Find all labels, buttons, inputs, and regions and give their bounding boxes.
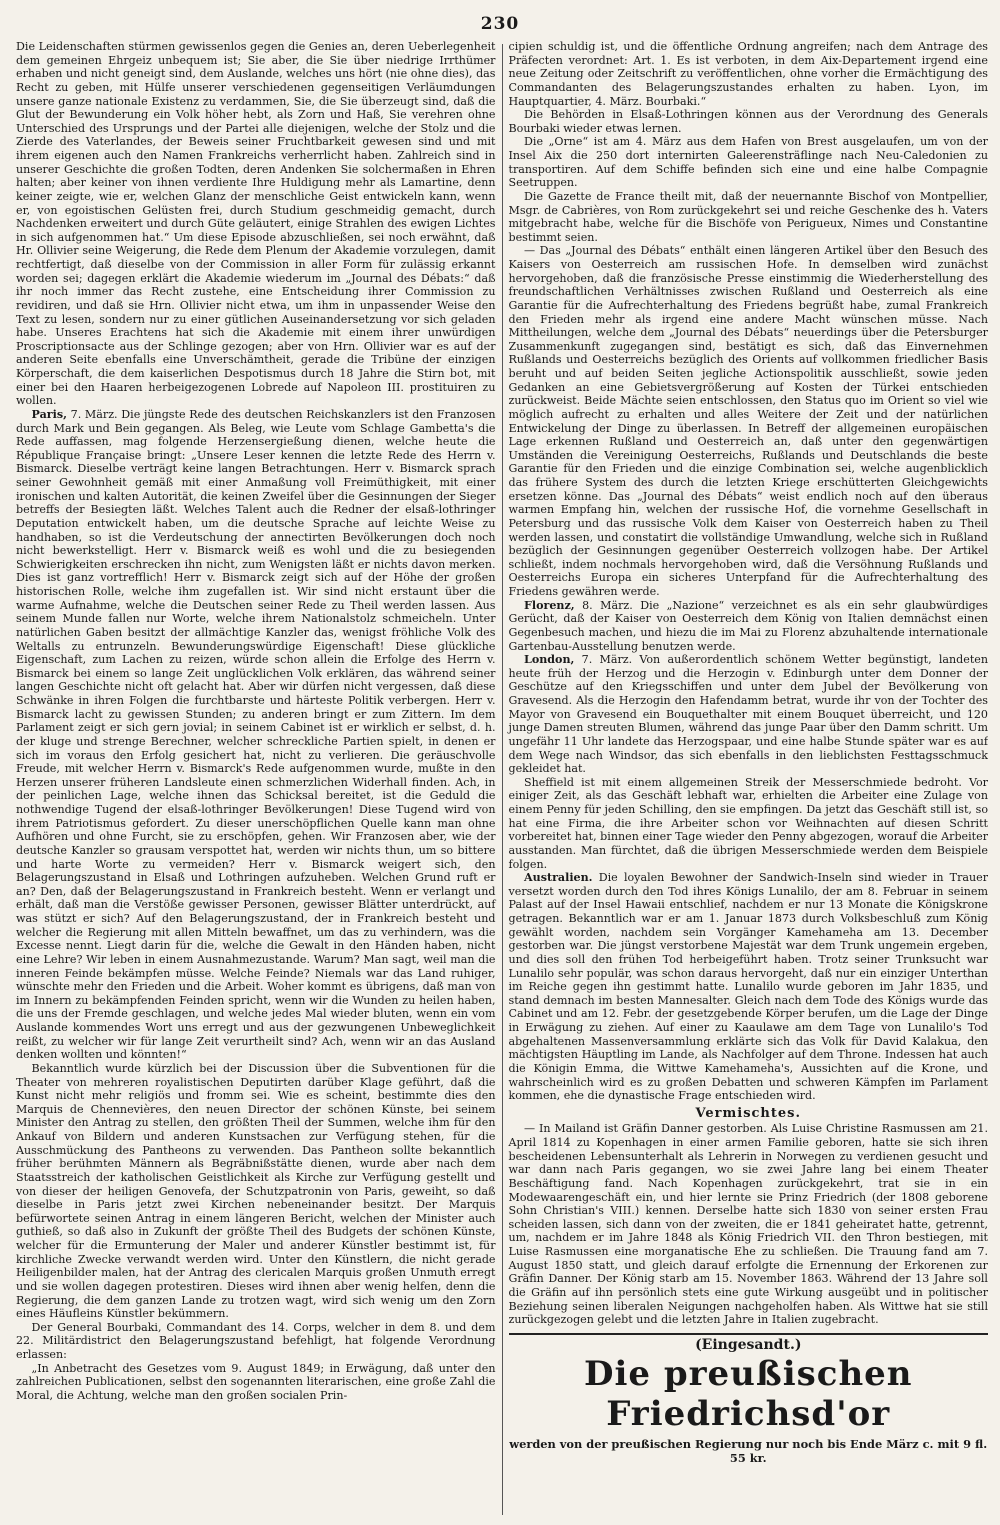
- article-paragraph: Sheffield ist mit einem allgemeinen Streik der Messerschmiede bedroht. Vor einiger Zeit, als das Geschäft lebhaft war, erhielten die Arbeiter eine Zulage von einem Penny für jeden Schilling, den sie empfingen. Da jetzt das Geschäft still ist, so hat eine Firma, die ihre Arbeiter schon vor Weihnachten auf diesen Schritt vorbereitet hat, binnen einer Tage wieder den Penny abgezogen, worauf die Arbeiter ausstanden. Man fürchtet, daß die übrigen Messerschmiede werden dem Beispiele folgen.: [508, 775, 988, 871]
- article-text: 7. März. Die jüngste Rede des deutschen Reichskanzlers ist den Franzosen durch Mark und Bein gegangen. Als Beleg, wie Leute vom Schlage Gambetta's die Rede auffassen, mag folgende Herzensergießung dienen, welche heute die République Française bringt: „Unsere Leser kennen die letzte Rede des Herrn v. Bismarck. Dieselbe verträgt keine langen Betrachtungen. Herr v. Bismarck sprach seiner Gewohnheit gemäß mit einer Anmaßung voll Freimüthigkeit, mit einer ironischen und kalten Autorität, die keinen Zweifel über die Gesinnungen der Sieger betreffs der Besiegten läßt. Welches Talent auch die Redner der elsaß-lothringer Deputation entwickelt haben, um die deutsche Sprache auf leichte Weise zu handhaben, so ist die Verdeutschung der annectirten Bevölkerungen doch noch nicht bewerkstelligt. Herr v. Bismarck weiß es wohl und die zu besiegenden Schwierigkeiten erschrecken ihn nicht, zum Wenigsten läßt er nichts davon merken. Dies ist ganz vortrefflich! Herr v. Bismarck zeigt sich auf der Höhe der großen historischen Rolle, welche ihm zugefallen ist. Wir sind nicht erstaunt über die warme Aufnahme, welche die Deutschen seiner Rede zu Theil werden lassen. Aus seinem Munde fallen nur Worte, welche ihrem Nationalstolz schmeicheln. Unter natürlichen Gaben besitzt der allmächtige Kanzler das, wenigst fröhliche Volk des Weltalls zu entrunzeln. Bewunderungswürdige Eigenschaft! Diese glückliche Eigenschaft, zum Lachen zu reizen, würde schon allein die Erfolge des Herrn v. Bismarck bei einem so lange Zeit unglücklichen Volk erklären, das während seiner langen Geschichte nicht oft gelacht hat. Aber wir dürfen nicht vergessen, daß diese Schwänke in ihren Folgen die furchtbarste und härteste Politik verbergen. Herr v. Bismarck lacht zu gewissen Stunden; zu anderen bringt er zum Zittern. Im dem Parlament zeigt er sich gern jovial; in seinem Cabinet ist er wirklich er selbst, d. h. der kluge und strenge Berechner, welcher schreckliche Partien spielt, in denen er sich im voraus den Erfolg gesichert hat, nicht zu verlieren. Die geräuschvolle Freude, mit welcher Herrn v. Bismarck's Rede aufgenommen wurde, mußte in den Herzen unserer früheren Landsleute einen schmerzlichen Widerhall finden. Ach, in der peinlichen Lage, welche ihnen das Schicksal bereitet, ist die Geduld die nothwendige Tugend der elsaß-lothringer Bevölkerungen! Diese Tugend wird von ihrem Patriotismus gefordert. Zu dieser unerschöpflichen Quelle kann man ohne Aufhören und ohne Furcht, sie zu erschöpfen, gehen. Wir Franzosen aber, wie der deutsche Kanzler so grausam verspottet hat, werden wir nichts thun, um so bittere und harte Worte zu vermeiden? Herr v. Bismarck weigert sich, den Belagerungszustand in Elsaß und Lothringen aufzuheben. Welchen Grund ruft er an? Den, daß der Belagerungszustand in Frankreich besteht. Wenn er verlangt und erhält, daß man die Verstöße gewisser Personen, gewisser Blätter unterdrückt, auf was stützt er sich? Auf den Belagerungszustand, der in Frankreich besteht und welcher die Regierung mit allen Mitteln bewaffnet, um das zu verhindern, was die Excesse nennt. Liegt darin für die, welche die Gewalt in den Händen haben, nicht eine Lehre? Wir leben in einem Ausnahmezustande. Warum? Man sagt, weil man die inneren Feinde bekämpfen müsse. Welche Feinde? Niemals war das Land ruhiger, wünschte mehr den Frieden und die Arbeit. Woher kommt es übrigens, daß man von im Innern zu bekämpfenden Feinden spricht, wenn wir die Wunden zu heilen haben, die uns der Fremde geschlagen, und welche jedes Mal wieder bluten, wenn ein vom Auslande kommendes Wort uns erregt und aus der gezwungenen Unbeweglichkeit reißt, zu welcher wir für lange Zeit verurtheilt sind? Ach, wenn wir an das Ausland denken wollten und könnten!“: [16, 407, 496, 1062]
- dateline: Australien.: [524, 871, 593, 885]
- article-paragraph: Die „Orne“ ist am 4. März aus dem Hafen von Brest ausgelaufen, um von der Insel Aix die 250 dort internirten Galeerensträflinge nach Neu-Caledonien zu transportiren. Auf dem Schiffe befinden sich eine und eine halbe Compagnie Seetruppen.: [508, 135, 988, 190]
- article-paragraph: [509, 871, 989, 1103]
- advertisement-text: werden von der preußischen Regierung nur noch bis Ende März c. mit 9 fl. 55 kr.: [509, 1437, 988, 1465]
- article-paragraph: [509, 599, 989, 654]
- columns: [16, 40, 988, 1515]
- article-paragraph: — Das „Journal des Débats“ enthält einen längeren Artikel über den Besuch des Kaisers von Oesterreich am russischen Hofe. In demselben wird zunächst hervorgehoben, daß die französische Presse einstimmig die Wiederherstellung des freundschaftlichen Verhältnisses zwischen Rußland und Oesterreich als eine Garantie für die Aufrechterhaltung des Friedens begrüßt habe, zumal Frankreich den Frieden mehr als irgend eine andere Macht wünschen müsse. Nach Mittheilungen, welche dem „Journal des Débats“ neuerdings über die Petersburger Zusammenkunft zugegangen sind, bestätigt es sich, daß das Einvernehmen Rußlands und Oesterreichs bezüglich des Orients auf vollkommen friedlicher Basis beruht und auf beiden Seiten jegliche Actionspolitik ausschließt, sowie jeden Gedanken an eine Gebietsvergrößerung auf Kosten der Türkei entschieden zurückweist. Beide Mächte seien entschlossen, den Status quo im Orient so viel wie möglich aufrecht zu erhalten und alles Weitere der Zeit und der natürlichen Entwickelung der Dinge zu überlassen. In Betreff der allgemeinen europäischen Lage erkennen Rußland und Oesterreich an, daß unter den gegenwärtigen Umständen die Vereinigung Oesterreichs, Rußlands und Deutschlands die beste Garantie für den Frieden und die einzige Combination sei, welche augenblicklich das frühere System des durch die letzten Kriege erschütterten Gleichgewichts ersetzen könne. Das „Journal des Débats“ weist endlich noch auf den überaus warmen Empfang hin, welchen der russische Hof, die vornehme Gesellschaft in Petersburg und das russische Volk dem Kaiser von Oesterreich haben zu Theil werden lassen, und constatirt die vollständige Umwandlung, welche sich in Rußland bezüglich der Gesinnungen gegenüber Oesterreich vollzogen habe. Der Artikel schließt, indem nochmals hervorgehoben wird, daß die Versöhnung Rußlands und Oesterreichs Europa ein sicheres Unterpfand für die Aufrechterhaltung des Friedens gewähren werde.: [508, 244, 988, 598]
- article-paragraph: Die Gazette de France theilt mit, daß der neuernannte Bischof von Montpellier, Msgr. de Cabrières, von Rom zurückgekehrt sei und reiche Geschenke des h. Vaters mitgebracht habe, welche für die Bischöfe von Perigueux, Nimes und Constantine bestimmt seien.: [508, 189, 988, 244]
- section-heading: Vermischtes.: [695, 1105, 801, 1121]
- article-paragraph: Der General Bourbaki, Commandant des 14. Corps, welcher in dem 8. und dem 22. Militärdistrict den Belagerungszustand befehligt, hat folgende Verordnung erlassen:: [16, 1320, 496, 1361]
- submitted-label: (Eingesandt.): [695, 1336, 802, 1353]
- right-column: [503, 40, 989, 1515]
- article-text: 7. März. Von außerordentlich schönem Wetter begünstigt, landeten heute früh der Herzog und die Herzogin v. Edinburgh unter dem Donner der Geschütze auf den Kriegsschiffen und unter dem Jubel der Bevölkerung von Gravesend. Als die Herzogin den Hafendamm betrat, wurde ihr von der Tochter des Mayor von Gravesend ein Bouquethalter mit einem Bouquet überreicht, und 120 junge Damen streuten Blumen, während das junge Paar über den Damm schritt. Um ungefähr 11 Uhr landete das Herzogspaar, und eine halbe Stunde später war es auf dem Wege nach Windsor, das sich ebenfalls in den lieblichsten Festtagsschmuck gekleidet hat.: [508, 653, 988, 776]
- article-paragraph: cipien schuldig ist, und die öffentliche Ordnung angreifen; nach dem Antrage des Präfecten verordnet: Art. 1. Es ist verboten, in dem Aix-Departement irgend eine neue Zeitung oder Zeitschrift zu veröffentlichen, ohne vorher die Ermächtigung des Commandanten des Belagerungszustandes erhalten zu haben. Lyon, im Hauptquartier, 4. März. Bourbaki.“: [508, 40, 988, 108]
- article-paragraph: [16, 408, 496, 1062]
- advertisement-title: Die preußischen Friedrichsd'or: [583, 1354, 913, 1435]
- article-text: Die loyalen Bewohner der Sandwich-Inseln sind wieder in Trauer versetzt worden durch den Tod ihres Königs Lunalilo, der am 8. Februar in seinem Palast auf der Insel Hawaii entschlief, nachdem er nur 13 Monate die Königskrone getragen. Bekanntlich war er am 1. Januar 1873 durch Volksbeschluß zum König gewählt worden, nachdem sein Vorgänger Kamehameha am 13. December gestorben war. Die jüngst verstorbene Majestät war dem Trunk ungemein ergeben, und dies soll den frühen Tod herbeigeführt haben. Trotz seiner Trunksucht war Lunalilo sehr populär, was schon daraus hervorgeht, daß nur ein einziger Unterthan im Reiche gegen ihn gestimmt hatte. Lunalilo wurde geboren im Jahr 1835, und stand demnach im besten Mannesalter. Gleich nach dem Tode des Königs wurde das Cabinet und am 12. Febr. der gesetzgebende Körper berufen, um die Lage der Dinge in Erwägung zu ziehen. Auf einer zu Kaaulawe am dem Tage von Lunalilo's Tod abgehaltenen Massenversammlung erklärte sich das Volk für David Kalakua, den mächtigsten Häuptling im Lande, als Nachfolger auf dem Throne. Indessen hat auch die Königin Emma, die Wittwe Kamehameha's, Aussichten auf die Krone, und wahrscheinlich wird es zu großen Debatten und schweren Kämpfen im Parlament kommen, ehe die dynastische Frage entschieden wird.: [508, 871, 988, 1103]
- article-paragraph: — In Mailand ist Gräfin Danner gestorben. Als Luise Christine Rasmussen am 21. April 1814 zu Kopenhagen in einer armen Familie geboren, hatte sie sich ihren bescheidenen Lebensunterhalt als Lehrerin in Norwegen zu verdienen gesucht und war dann nach Paris gegangen, wo sie zwei Jahre lang bei einem Theater Beschäftigung fand. Nach Kopenhagen zurückgekehrt, trat sie in ein Modewaarengeschäft ein, und hier lernte sie Prinz Friedrich (der 1808 geborene Sohn Christian's VIII.) kennen. Derselbe hatte sich 1830 von seiner ersten Frau scheiden lassen, sich dann von der zweiten, die er 1841 geheiratet hatte, getrennt, um, nachdem er im Jahre 1848 als König Friedrich VII. den Thron bestiegen, mit Luise Rasmussen eine morganatische Ehe zu schließen. Die Trauung fand am 7. August 1850 statt, und gleich darauf erfolgte die Ernennung der Erkorenen zur Gräfin Danner. Der König starb am 15. November 1863. Während der 13 Jahre soll die Gräfin auf ihn persönlich stets eine gute Wirkung ausgeübt und in politischer Beziehung seinen liberalen Neigungen nachgeholfen haben. Als Wittwe hat sie still zurückgezogen gelebt und die letzten Jahre in Italien zugebracht.: [508, 1122, 988, 1327]
- dateline: London,: [524, 653, 575, 667]
- article-paragraph: Die Behörden in Elsaß-Lothringen können aus der Verordnung des Generals Bourbaki wieder etwas lernen.: [508, 108, 988, 135]
- article-paragraph: Die Leidenschaften stürmen gewissenlos gegen die Genies an, deren Ueberlegenheit dem gemeinen Ehrgeiz unbequem ist; Sie aber, die Sie über niedrige Irrthümer erhaben und nicht geneigt sind, dem Auslande, welches uns hört (nie ohne dies), das Recht zu geben, mit Hülfe unserer verschiedenen gegenseitigen Verläumdungen unsere ganze nationale Existenz zu verdammen, Sie, die Sie überzeugt sind, daß die Glut der Bewunderung ein Volk höher hebt, als Zorn und Haß, Sie verehren ohne Unterschied des Ursprungs und der Partei alle diejenigen, welche der Stolz und die Zierde des Vaterlandes, der Beweis seiner Fruchtbarkeit gewesen sind und mit ihrem eigenen auch den Namen Frankreichs verherrlicht haben. Zahlreich sind in unserer Geschichte die großen Todten, deren Andenken Sie solchermaßen in Ehren halten; aber keiner von ihnen verdiente Ihre Huldigung mehr als Lamartine, denn keiner zeigte, wie er, welchen Glanz der menschliche Geist entwickeln kann, wenn er, von egoistischen Gelüsten frei, durch Studium geschmeidig gemacht, durch Nachdenken erweitert und durch Güte geläutert, einige Strahlen des ewigen Lichtes in sich aufgenommen hat.“ Um diese Episode abzuschließen, sei noch erwähnt, daß Hr. Ollivier seine Weigerung, die Rede dem Plenum der Akademie vorzulegen, damit rechtfertigt, daß dieselbe von der Commission in aller Form für zulässig erkannt worden sei; dagegen erklärt die Akademie wiederum im „Journal des Débats:“ daß ihr noch immer das Recht zustehe, eine Entscheidung ihrer Commission zu revidiren, und daß sie Hrn. Ollivier nicht etwa, um ihm in unpassender Weise den Text zu lesen, sondern nur zu einer gütlichen Auseinandersetzung vor sich geladen habe. Unseres Erachtens hat sich die Akademie mit einem ihrer unwürdigen Proscriptionsacte aus der Schlinge gezogen; aber von Hrn. Ollivier war es auf der anderen Seite ebenfalls eine Unverschämtheit, gerade die Tribüne der einzigen Körperschaft, die dem kaiserlichen Despotismus durch 18 Jahre die Stirn bot, mit einer bei den Haaren herbeigezogenen Lobrede auf Napoleon III. prostituiren zu wollen.: [16, 40, 496, 408]
- dateline: Paris,: [31, 407, 67, 421]
- section-rule: [509, 1333, 989, 1335]
- page-number: 230: [480, 14, 520, 34]
- article-paragraph: Bekanntlich wurde kürzlich bei der Discussion über die Subventionen für die Theater von mehreren royalistischen Deputirten darüber Klage geführt, daß die Kunst nicht mehr religiös und fromm sei. Wie es scheint, bestimmte dies den Marquis de Chennevières, den neuen Director der schönen Künste, bei seinem Minister den Antrag zu stellen, den größten Theil der Summen, welche ihm für den Ankauf von Bildern und anderen Kunstsachen zur Verfügung stehen, für die Ausschmückung des Pantheons zu verwenden. Das Pantheon sollte bekanntlich früher berühmten Männern als Begräbnißstätte dienen, wurde aber nach dem Staatsstreich der katholischen Geistlichkeit als Kirche zur Verfügung gestellt und von dieser der heiligen Genovefa, der Schutzpatronin von Paris, geweiht, so daß dieselbe in Paris jetzt zwei Kirchen nebeneinander besitzt. Der Marquis befürwortete seinen Antrag in einem längeren Bericht, welchen der Minister auch guthieß, so daß also in Zukunft der größte Theil des Budgets der schönen Künste, welcher für die Ermunterung der Maler und anderer Künstler bestimmt ist, für kirchliche Zwecke verwandt werden wird. Unter den Künstlern, die nicht gerade Heiligenbilder malen, hat der Antrag des clericalen Marquis großen Unmuth erregt und sie wollen dagegen protestiren. Dieses wird ihnen aber wenig helfen, denn die Regierung, die dem ganzen Lande zu trotzen wagt, wird sich wenig um den Zorn eines Häufleins Künstler bekümmern.: [16, 1061, 496, 1321]
- article-paragraph: „In Anbetracht des Gesetzes vom 9. August 1849; in Erwägung, daß unter den zahlreichen Publicationen, selbst den sogenannten literarischen, eine große Zahl die Moral, die Achtung, welche man den großen socialen Prin-: [16, 1361, 496, 1402]
- dateline: Florenz,: [524, 598, 575, 612]
- article-paragraph: [509, 653, 989, 776]
- left-column: [16, 40, 502, 1515]
- article-text: 8. März. Die „Nazione“ verzeichnet es als ein sehr glaubwürdiges Gerücht, daß der Kaiser von Oesterreich dem König von Italien demnächst einen Gegenbesuch machen, und hiezu die im Mai zu Florenz abzuhaltende internationale Gartenbau-Ausstellung benutzen werde.: [508, 598, 988, 653]
